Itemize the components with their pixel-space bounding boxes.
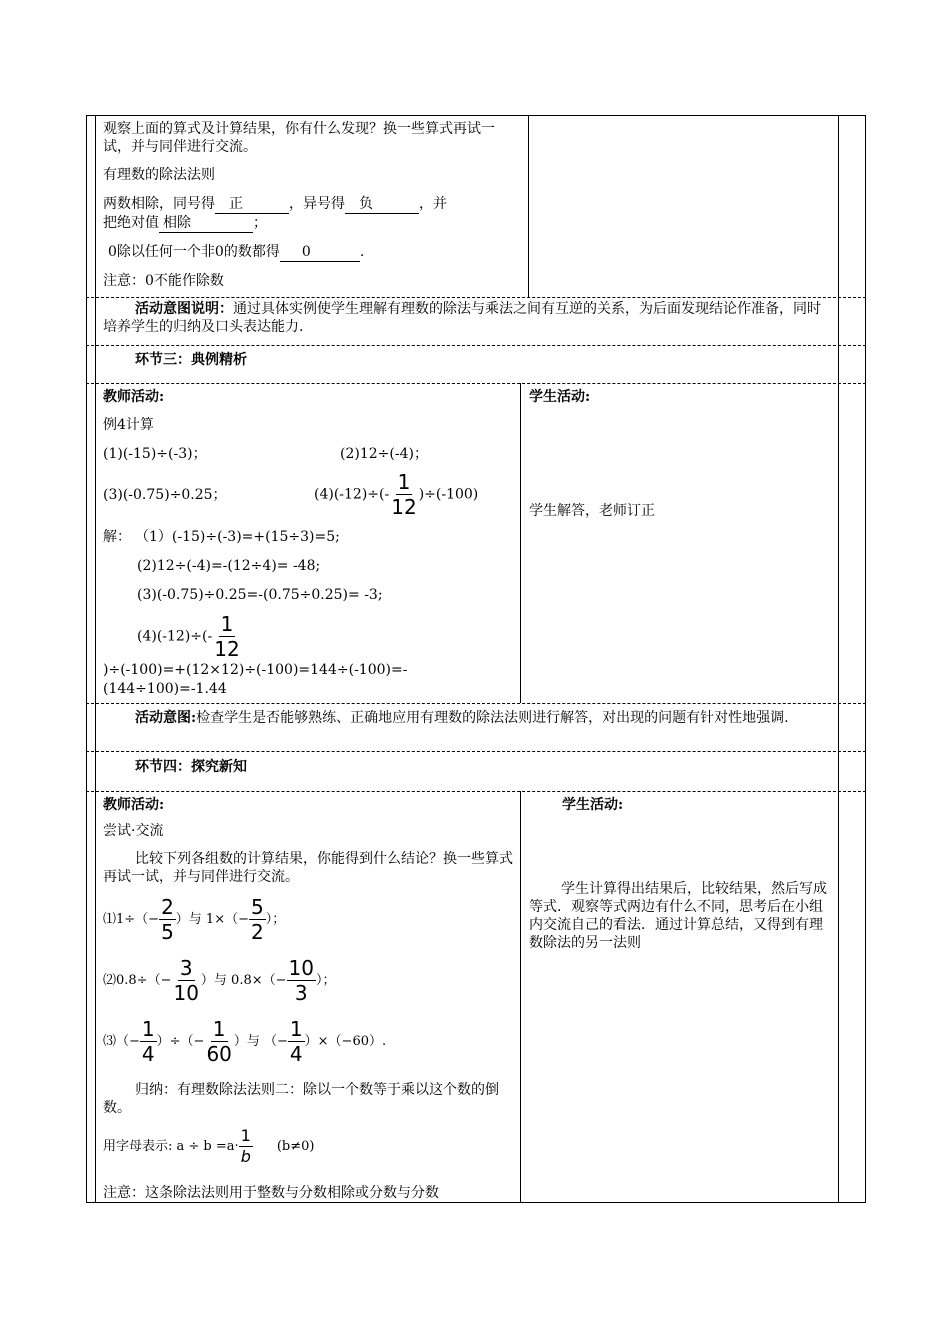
student-activity-heading: 学生活动: <box>529 389 591 405</box>
column-divider-1 <box>528 115 529 297</box>
section-title-3: 环节三：典例精析 <box>135 352 247 368</box>
table-bottom-border <box>86 1202 866 1203</box>
rule-title: 有理数的除法法则 <box>103 167 215 183</box>
activity-intent-2 <box>103 709 833 727</box>
fraction-two-fifths: $\frac{2}{5}$ <box>161 895 174 944</box>
problem-1: (1)(-15)÷(-3)； <box>103 446 207 462</box>
absolute-value-answer: 相除 <box>159 214 253 233</box>
compare-intro: 比较下列各组数的计算结果，你能得到什么结论？换一些算式再试一试，并与同伴进行交流。 <box>103 851 513 885</box>
zero-rule <box>108 243 364 262</box>
fraction-ten-thirds: $\frac{10}{3}$ <box>288 956 314 1005</box>
problem-4-text-a: (4)(-12)÷(- <box>314 486 390 503</box>
row-separator <box>86 383 866 384</box>
solution-4-line1: )÷(-100)=+(12×12)÷(-100)=144÷(-100)=- <box>103 662 408 678</box>
column-divider-3 <box>520 791 521 1202</box>
fraction-one-fourth: $\frac{1}{4}$ <box>141 1017 155 1066</box>
inner-left-border <box>95 115 96 1202</box>
problem-4-text-b: )÷(-100) <box>418 486 479 503</box>
problem-2: (2)12÷(-4)； <box>340 446 428 462</box>
rule-text-d: 把绝对值 <box>103 215 159 231</box>
letter-expression: 用字母表示: a ÷ b =a· $\frac{1}{b}$ (b≠0) <box>103 1126 315 1166</box>
division-rule-line1 <box>103 195 447 214</box>
intent-label: 活动意图说明： <box>135 301 233 317</box>
zero-answer: 0 <box>280 243 360 262</box>
inner-right-border <box>838 115 839 1202</box>
student-activity-text: 学生计算得出结果后，比较结果，然后写成等式．观察等式两边有什么不同，思考后在小组内交流自己的看法．通过计算总结，又得到有理数除法的另一法则 <box>529 881 827 951</box>
teacher-activity-heading: 教师活动: <box>103 389 165 405</box>
observe-text: 观察上面的算式及计算结果，你有什么发现？换一些算式再试一试，并与同伴进行交流。 <box>103 121 495 155</box>
row-separator <box>86 751 866 752</box>
fraction-one-fourth: $\frac{1}{4}$ <box>289 1017 303 1066</box>
rule-text-a: 两数相除，同号得 <box>103 196 215 212</box>
intent-label: 活动意图: <box>135 710 197 726</box>
row-separator <box>86 703 866 704</box>
solution-1: （1）(-15)÷(-3)=+(15÷3)=5; <box>135 529 340 545</box>
try-exchange-title: 尝试·交流 <box>103 823 164 839</box>
solution-4 <box>137 614 242 659</box>
intent-text: 通过具体实例使学生理解有理数的除法与乘法之间有互逆的关系，为后面发现结论作准备，同时培养学生的归纳及口头表达能力. <box>103 301 821 335</box>
fraction-five-halves: $\frac{5}{2}$ <box>251 895 264 944</box>
fraction-one-over-b: $\frac{1}{b}$ <box>240 1126 251 1166</box>
teacher-activity-heading: 教师活动: <box>103 797 165 813</box>
exercise-3: ⑶（− $\frac{1}{4}$ ）÷（− $\frac{1}{60}$ ）与 （− $\frac{1}{4}$ ）×（−60）. <box>103 1017 387 1066</box>
rule-text-b: ，异号得 <box>289 196 345 212</box>
problem-3: (3)(-0.75)÷0.25； <box>103 487 227 503</box>
row-separator <box>86 297 866 298</box>
student-activity-text: 学生解答，老师订正 <box>529 503 655 519</box>
zero-note: 注意：0不能作除数 <box>103 273 224 289</box>
fraction-one-twelfth: $\frac{1}{12}$ <box>214 612 240 661</box>
rule-two-note: 注意：这条除法法则用于整数与分数相除或分数与分数 <box>103 1185 439 1201</box>
solution-3: (3)(-0.75)÷0.25=-(0.75÷0.25)= -3; <box>137 587 383 603</box>
zero-text-a: 0除以任何一个非0的数都得 <box>108 244 280 260</box>
activity-intent-1 <box>103 300 833 336</box>
solution-4-line2: (144÷100)=-1.44 <box>103 681 227 697</box>
table-left-border <box>86 115 87 1202</box>
student-activity-heading: 学生活动: <box>562 797 624 813</box>
same-sign-answer: 正 <box>215 195 289 214</box>
solution-2: (2)12÷(-4)=-(12÷4)= -48; <box>137 558 321 574</box>
division-rule-line2 <box>103 214 267 233</box>
table-right-border <box>865 115 866 1202</box>
exercise-1: ⑴1÷（− $\frac{2}{5}$ ）与 1×（− $\frac{5}{2}$ ）； <box>103 895 286 944</box>
fraction-one-sixtieth: $\frac{1}{60}$ <box>206 1017 232 1066</box>
fraction-three-tenths: $\frac{3}{10}$ <box>173 956 199 1005</box>
table-top-border <box>86 115 866 116</box>
rule-two-summary: 归纳：有理数除法法则二：除以一个数等于乘以这个数的倒数。 <box>103 1082 499 1116</box>
exercise-2: ⑵0.8÷（− $\frac{3}{10}$ ）与 0.8×（− $\frac{10}{3}$ ）； <box>103 956 336 1005</box>
rule-text-c: ，并 <box>419 196 447 212</box>
intent-text: 检查学生是否能够熟练、正确地应用有理数的除法法则进行解答，对出现的问题有针对性地强调. <box>196 710 789 726</box>
example-title: 例4计算 <box>103 417 154 433</box>
rule-text-e: ； <box>253 215 267 231</box>
row-separator <box>86 345 866 346</box>
solution-label: 解： <box>103 529 131 545</box>
problem-4 <box>314 472 478 517</box>
zero-text-b: . <box>359 244 365 260</box>
fraction-one-twelfth: $\frac{1}{12}$ <box>391 470 417 519</box>
column-divider-2 <box>520 383 521 703</box>
diff-sign-answer: 负 <box>345 195 419 214</box>
row-separator <box>86 791 866 792</box>
section-title-4: 环节四：探究新知 <box>135 759 247 775</box>
solution-4-text-a: (4)(-12)÷(- <box>137 628 213 645</box>
